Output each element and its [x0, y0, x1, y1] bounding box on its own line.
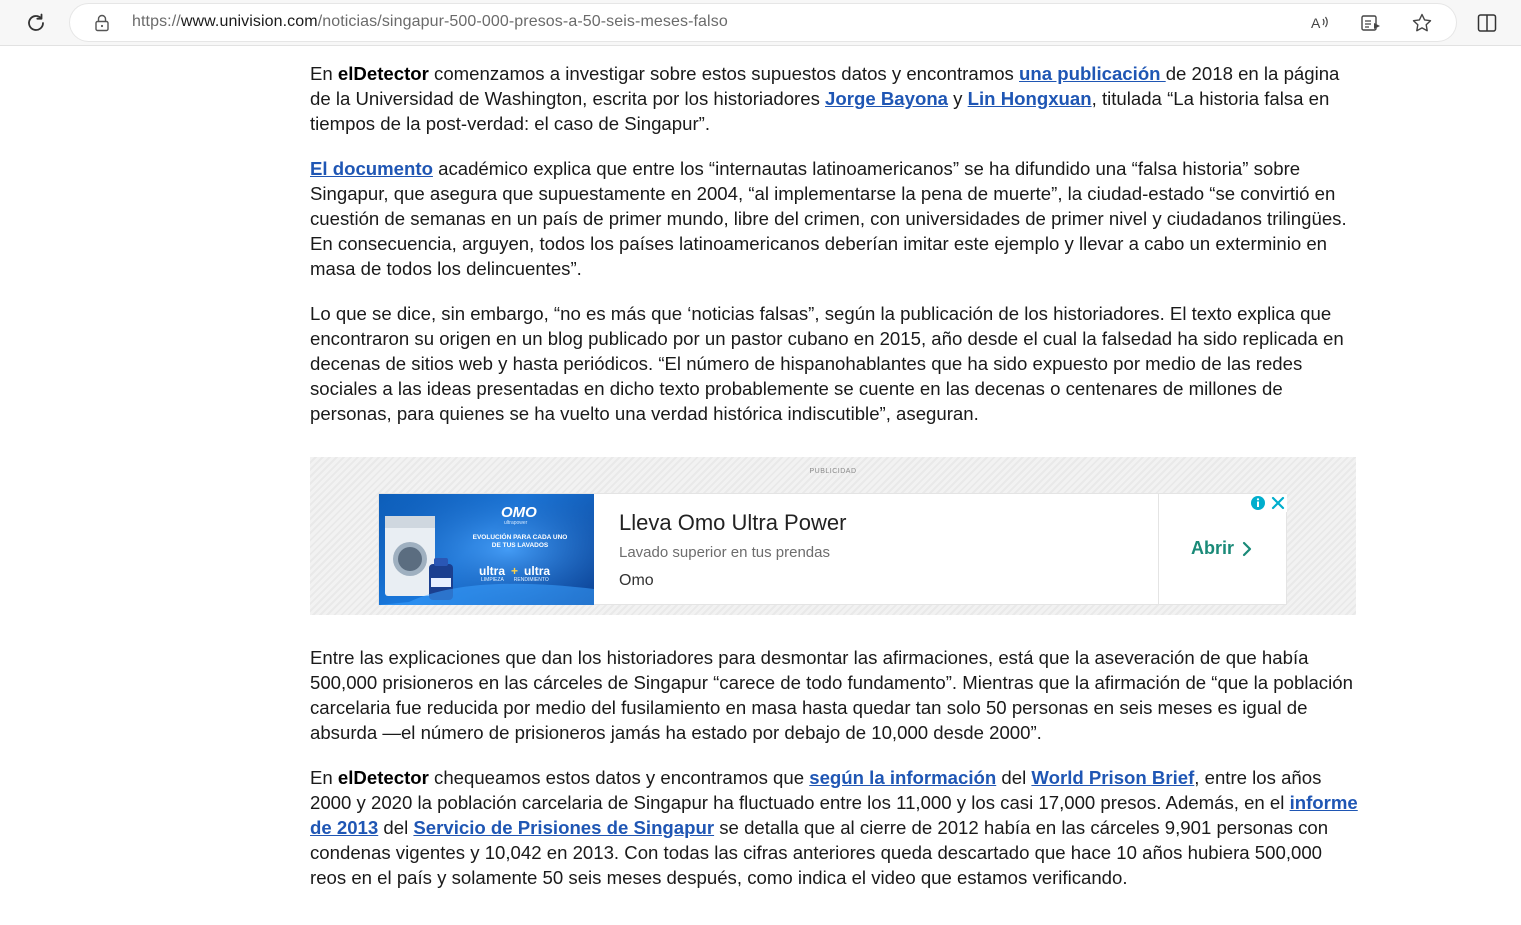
- ad-description: Lavado superior en tus prendas: [619, 544, 830, 561]
- link-informe-de-2013[interactable]: informe de 2013: [310, 792, 1358, 838]
- url-scheme: https://: [132, 13, 181, 30]
- plus-icon: +: [511, 564, 519, 578]
- split-screen-icon[interactable]: [1476, 12, 1498, 34]
- text: Entre las explicaciones que dan los historiadores para desmontar las afirmaciones, está que la aseveración de que había 500,000 prisioneros en las cárceles de Singapur “carece de todo fundamento”. Mientras que la afirmación de “que la población carcelaria fue reducida por medio del fusilamiento en masa hasta quedar tan solo 50 personas en seis meses es igual de absurda —el número de prisioneros jamás ha estado por debajo de 10,000 desde 2000”.: [310, 647, 1353, 743]
- article-paragraph-1: [310, 61, 1360, 136]
- ad-brand: Omo: [619, 572, 654, 589]
- text: académico explica que entre los “internautas latinoamericanos” se ha difundido una “falsa historia” sobre Singapur, que asegura que supuestamente en 2004, “al implementarse la pena de muerte”, la ciudad-estado “se convirtió en cuestión de semanas en un país de primer mundo, libre del crimen, con universidades de primer nivel y ciudadanos trilingües. En consecuencia, arguyen, todos los países latinoamericanos deberían imitar este ejemplo y llevar a cabo un exterminio en masa de todos los delincuentes”.: [310, 158, 1347, 279]
- article-paragraph-2: [310, 156, 1360, 281]
- caption-left: LIMPIEZA: [481, 577, 504, 583]
- ultra-right: ultra: [524, 564, 551, 578]
- ad-label: PUBLICIDAD: [809, 468, 857, 475]
- text: En: [310, 767, 338, 788]
- caption-row: [481, 577, 549, 583]
- ad-title[interactable]: Lleva Omo Ultra Power: [619, 510, 847, 535]
- ad-card[interactable]: [378, 493, 1287, 605]
- caption-right: RENDIMIENTO: [513, 577, 549, 583]
- ad-info-icon[interactable]: [1249, 494, 1267, 512]
- browser-toolbar: [0, 0, 1521, 46]
- text: En: [310, 63, 338, 84]
- lock-icon[interactable]: [94, 14, 110, 32]
- text: del: [996, 767, 1032, 788]
- immersive-reader-icon[interactable]: [1360, 12, 1382, 34]
- chevron-right-icon: [1242, 541, 1252, 557]
- ad-close-icon[interactable]: [1269, 494, 1287, 512]
- link-jorge-bayona[interactable]: Jorge Bayona: [825, 88, 949, 109]
- ad-badges: [1249, 494, 1287, 512]
- omo-tagline: EVOLUCIÓN PARA CADA UNO DE TUS LAVADOS: [472, 534, 568, 549]
- favorite-star-icon[interactable]: [1411, 12, 1433, 34]
- address-bar[interactable]: [70, 4, 1456, 41]
- read-aloud-icon[interactable]: [1310, 12, 1332, 34]
- text: de 2018 en la página de la Universidad de Washington, escrita por los historiadores: [310, 63, 1340, 109]
- ultra-row: [479, 564, 550, 578]
- omo-logo-sub: ultrapower: [504, 520, 528, 526]
- svg-text:A: A: [1311, 15, 1321, 31]
- link-world-prison-brief[interactable]: World Prison Brief: [1031, 767, 1195, 788]
- ad-container: [310, 457, 1356, 615]
- text: comenzamos a investigar sobre estos supuestos datos y encontramos: [428, 63, 1019, 84]
- text: , titulada “La historia falsa en tiempos de la post-verdad: el caso de Singapur”.: [310, 88, 1330, 134]
- reload-icon[interactable]: [22, 9, 50, 37]
- ad-divider: [1158, 494, 1159, 605]
- text: Lo que se dice, sin embargo, “no es más que ‘noticias falsas”, según la publicación de los historiadores. El texto explica que encontraron su origen en un blog publicado por un pastor cubano en 2015, año desde el cual la falsedad ha sido replicada en decenas de sitios web y hasta periódicos. “El número de hispanohablantes que ha sido expuesto por medio de las redes sociales a las ideas presentadas en dicho texto probablemente se cuente en las decenas o centenares de millones de personas, para quienes se ha vuelto una verdad histórica indiscutible”, aseguran.: [310, 303, 1344, 424]
- ad-image[interactable]: [379, 494, 594, 605]
- text: , entre los años 2000 y 2020 la población carcelaria de Singapur ha fluctuado entre los 11,000 y los casi 17,000 presos. Además, en el: [310, 767, 1322, 813]
- eldetector-brand: elDetector: [337, 63, 429, 84]
- text: y: [948, 88, 968, 109]
- text: del: [378, 817, 414, 838]
- url-host: www.univision.com: [180, 13, 318, 30]
- link-segun-la-informacion[interactable]: según la información: [809, 767, 997, 788]
- omo-logo: OMO: [501, 504, 537, 521]
- url-text[interactable]: [132, 13, 728, 31]
- article-paragraph-3: [310, 301, 1360, 426]
- link-servicio-de-prisiones[interactable]: Servicio de Prisiones de Singapur: [413, 817, 715, 838]
- link-el-documento[interactable]: El documento: [310, 158, 433, 179]
- link-una-publicacion[interactable]: una publicación: [1019, 63, 1166, 84]
- ultra-left: ultra: [479, 564, 506, 578]
- eldetector-brand: elDetector: [337, 767, 429, 788]
- ad-open-button[interactable]: [1191, 538, 1252, 559]
- article-paragraph-4: [310, 645, 1360, 745]
- article-paragraph-5: [310, 765, 1360, 890]
- ad-cta-label: Abrir: [1191, 538, 1235, 558]
- text: chequeamos estos datos y encontramos que: [428, 767, 810, 788]
- text: se detalla que al cierre de 2012 había en las cárceles 9,901 personas con condenas vigentes y 10,042 en 2013. Con todas las cifras anteriores queda descartado que hace 10 años hubiera 500,000 reos en el país y solamente 50 seis meses después, como indica el video que estamos verificando.: [310, 817, 1329, 888]
- url-path: /noticias/singapur-500-000-presos-a-50-seis-meses-falso: [317, 13, 728, 30]
- link-lin-hongxuan[interactable]: Lin Hongxuan: [967, 88, 1092, 109]
